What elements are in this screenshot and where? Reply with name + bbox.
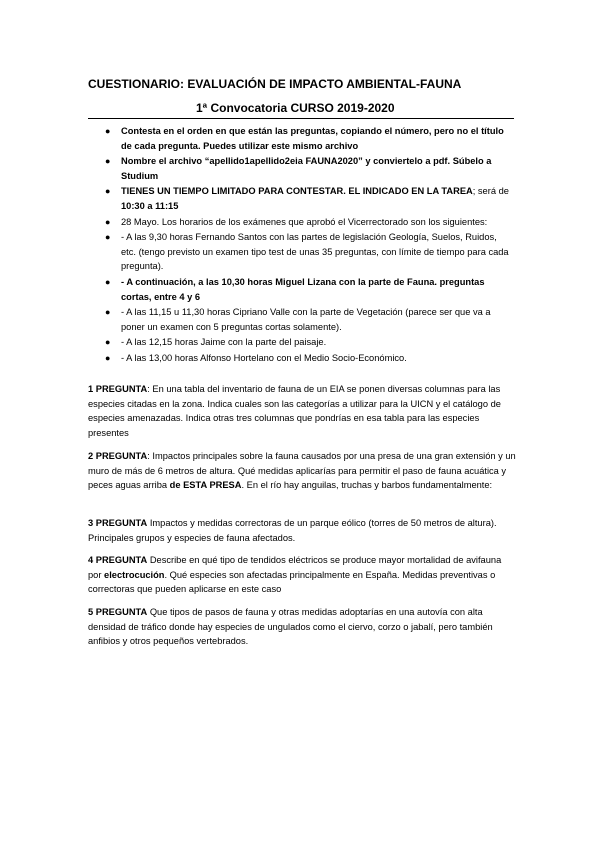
document-title: CUESTIONARIO: EVALUACIÓN DE IMPACTO AMBIENTAL-FAUNA [88, 77, 462, 91]
schedule-text: - A las 9,30 horas Fernando Santos con las partes de legislación Geología, Suelos, Ruidos, etc. (tengo previsto un examen tipo test de unas 35 preguntas, con límite de tiempo para cada pregunta). [121, 232, 509, 272]
list-item [88, 184, 514, 213]
bullet-icon: ● [105, 337, 111, 348]
question-4 [88, 553, 516, 597]
question-text: . Qué especies son afectadas principalmente en España. Medidas preventivas o correctoras que pueden aplicarse en este caso [88, 569, 496, 595]
question-label: 1 PREGUNTA [88, 384, 148, 394]
question-text: Impactos y medidas correctoras de un parque eólico (torres de 50 metros de altura). Principales grupos y especies de fauna afectados. [88, 518, 497, 543]
instruction-text: TIENES UN TIEMPO LIMITADO PARA CONTESTAR. EL INDICADO EN LA TAREA [121, 186, 473, 197]
instruction-text: Contesta en el orden en que están las preguntas, copiando el número, pero no el título de cada pregunta. Puedes utilizar este mismo archivo [121, 126, 504, 151]
bullet-icon: ● [105, 186, 111, 197]
question-text: . En el río hay anguilas, truchas y barbos fundamentalmente: [241, 480, 493, 491]
bullet-icon: ● [105, 232, 111, 243]
document-subtitle: 1ª Convocatoria CURSO 2019-2020 [196, 101, 395, 115]
question-label: 4 PREGUNTA [88, 555, 148, 565]
question-label: 2 PREGUNTA [88, 451, 148, 461]
list-item [88, 154, 514, 183]
bullet-icon: ● [105, 216, 111, 227]
schedule-text: - A las 11,15 u 11,30 horas Cipriano Valle con la parte de Vegetación (parece ser que va a poner un examen con 5 preguntas cortas solamente). [121, 307, 491, 332]
instructions-list [88, 124, 514, 367]
question-emphasis: electrocución [104, 569, 165, 580]
question-3 [88, 516, 516, 545]
list-item [88, 230, 514, 274]
question-text: : En una tabla del inventario de fauna de un EIA se ponen diversas columnas para las especies citadas en la zona. Indica cuales son las categorías a utilizar para la UICN y el catálogo de especies amenazadas. Indica otras tres columnas que pondrías en esa tabla para las especies presentes [88, 384, 501, 438]
schedule-text: - A las 13,00 horas Alfonso Hortelano con el Medio Socio-Económico. [121, 352, 407, 363]
question-2 [88, 449, 516, 493]
divider [88, 118, 514, 119]
schedule-text: - A continuación, a las 10,30 horas Miguel Lizana con la parte de Fauna. preguntas cortas, entre 4 y 6 [121, 276, 485, 302]
question-label: 3 PREGUNTA [88, 518, 148, 528]
instruction-text: ; será de [472, 186, 509, 197]
bullet-icon: ● [105, 352, 111, 363]
bullet-icon: ● [105, 276, 111, 287]
instruction-text: Nombre el archivo “apellido1apellido2eia FAUNA2020” y conviertelo a pdf. Súbelo a Studium [121, 156, 492, 181]
question-1 [88, 382, 516, 440]
question-text: Describe en qué tipo de tendidos eléctricos se produce mayor mortalidad de avifauna por [88, 555, 502, 580]
bullet-icon: ● [105, 156, 111, 167]
bullet-icon: ● [105, 126, 111, 136]
question-text: : Impactos principales sobre la fauna causados por una presa de una gran extensión y un muro de más de 6 metros de altura. Qué medidas aplicarías para permitir el paso de fauna acuática y peces aguas arriba [88, 451, 516, 491]
question-text: Que tipos de pasos de fauna y otras medidas adoptarías en una autovía con alta densidad de tráfico donde hay especies de ungulados como el ciervo, corzo o jabalí, pero también anfibios y otros pequeños vertebrados. [88, 607, 493, 647]
exam-time: 10:30 a 11:15 [121, 200, 179, 211]
list-item [88, 351, 514, 366]
instruction-text: 28 Mayo. Los horarios de los exámenes que aprobó el Vicerrectorado son los siguientes: [121, 216, 488, 227]
question-5 [88, 605, 516, 649]
list-item [88, 215, 514, 230]
list-item [88, 124, 514, 153]
bullet-icon: ● [105, 307, 111, 318]
schedule-text: - A las 12,15 horas Jaime con la parte del paisaje. [121, 337, 327, 348]
question-emphasis: de ESTA PRESA [169, 480, 242, 491]
question-label: 5 PREGUNTA [88, 607, 148, 617]
list-item [88, 335, 514, 350]
list-item [88, 305, 514, 334]
list-item [88, 275, 514, 304]
